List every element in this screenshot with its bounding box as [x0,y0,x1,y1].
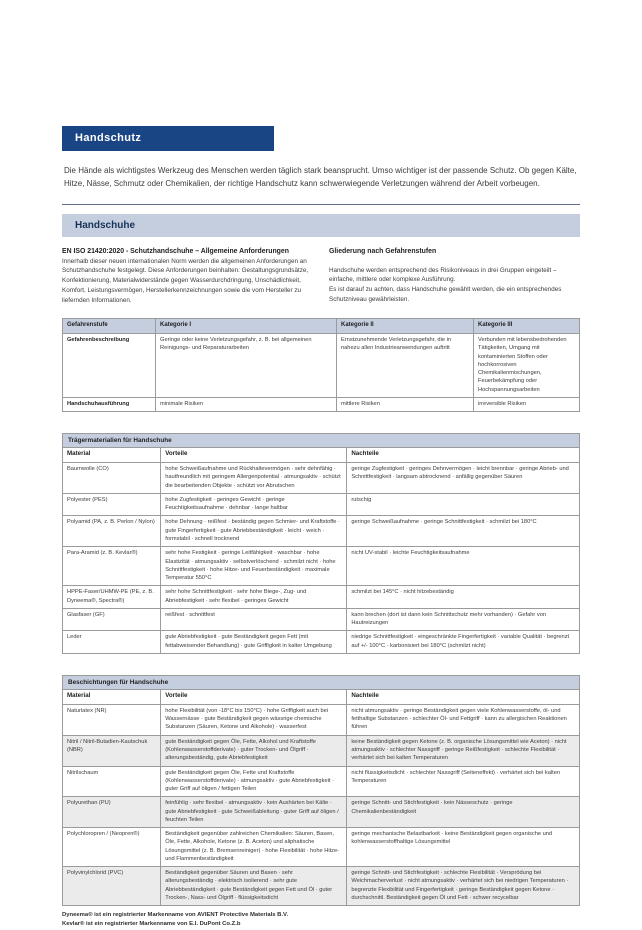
footnotes [62,911,580,929]
advantages-cell: hohe Schweißaufnahme und Rückhaltevermögen · sehr dehnfähig · hautfreundlich mit geringem Allergenpotential · atmungsaktiv · schützt die bearbeitenden Objekte · schützt vor Abrutschen [161,463,347,494]
row-label-cell: Handschuhausführung [63,397,156,411]
disadvantages-cell: niedrige Schnittfestigkeit · eingeschränkte Fingerfertigkeit · variable Qualität · begrenzt auf +/- 100°C · karbonisiert bei 180°C (schmilzt nicht) [347,631,580,654]
table-row [63,608,580,631]
coatings-table [62,689,580,906]
material-cell: Para-Aramid (z. B. Kevlar®) [63,547,161,586]
table-row [63,463,580,494]
column-header: Kategorie III [473,319,579,334]
table-cell: Ernstzunehmende Verletzungsgefahr, die in nahezu allen Industrieanwendungen auftritt [336,334,473,398]
table-row [63,547,580,586]
coatings-section [62,675,580,906]
section-divider [62,204,580,205]
advantages-cell: Beständigkeit gegenüber Säuren und Basen · sehr alterungsbeständig · elektrisch isolierend · sehr gute Abriebbeständigkeit · gute Beständigkeit gegen Fett und Öl · guter Trocken-, Nass- und Ölgriff · flüssigkeitsdicht [161,867,347,906]
advantages-cell: gute Beständigkeit gegen Öle, Fette, Alkohol und Kraftstoffe (Kohlenwasserstoffderivate) · guter Trocken- und Ölgriff · alterungsbeständig, gute Abriebfestigkeit [161,735,347,766]
footnote-kevlar: Kevlar® ist ein registrierter Markenname von E.I. DuPont Co.Z.b [62,921,241,928]
hazard-header-row [63,319,580,334]
column-header: Nachteile [347,448,580,463]
disadvantages-cell: schmilzt bei 145°C · nicht hitzebeständig [347,586,580,609]
material-cell: Baumwolle (CO) [63,463,161,494]
page-title: Handschutz [62,126,274,151]
table-row [63,493,580,516]
table-row [63,828,580,867]
table-cell: irreversible Risiken [473,397,579,411]
table-row [63,586,580,609]
section-heading-band: Handschuhe [62,214,580,237]
risk-levels-body-2: Es ist darauf zu achten, dass Handschuhe gewählt werden, die ein entsprechendes Schutzniveau gewährleisten. [329,286,562,303]
table-cell: Geringe oder keine Verletzungsgefahr, z. B. bei allgemeinen Reinigungs- und Reparaturarbeiten [156,334,337,398]
advantages-cell: hohe Zugfestigkeit · geringes Gewicht · geringe Feuchtigkeitsaufnahme · dehnbar · lange haltbar [161,493,347,516]
material-cell: Polyester (PES) [63,493,161,516]
table-row [63,797,580,828]
materials-table-title: Trägermaterialien für Handschuhe [62,433,580,447]
advantages-cell: sehr hohe Festigkeit · geringe Leitfähigkeit · waschbar · hohe Elastizität · atmungsaktiv · selbstverlöschend · schmilzt nicht · hohe Schnittfestigkeit · hohe Hitze- und Feuerbeständigkeit · maximale Temperatur 550°C [161,547,347,586]
disadvantages-cell: nicht atmungsaktiv · geringe Beständigkeit gegen viele Kohlenwasserstoffe, öl- und fetthaltige Substanzen · schlechter Öl- und Fettgriff · kann zu allergischen Reaktionen führen [347,704,580,735]
column-header: Nachteile [347,689,580,704]
risk-levels-body-1: Handschuhe werden entsprechend des Risikoniveaus in drei Gruppen eingeteilt – einfache, mittlere oder komplexe Ausführung. [329,266,557,284]
material-cell: Polyvinylchlorid (PVC) [63,867,161,906]
hazard-table [62,318,580,412]
advantages-cell: hohe Dehnung · reißfest · beständig gegen Schmier- und Kraftstoffe · gute Fingerfertigkeit · gute Abriebbeständigkeit · leicht · weich · formstabil · schnell trocknend [161,516,347,547]
material-cell: Leder [63,631,161,654]
column-header: Material [63,448,161,463]
material-cell: Naturlatex (NR) [63,704,161,735]
column-header: Vorteile [161,689,347,704]
advantages-cell: gute Abriebfestigkeit · gute Beständigkeit gegen Fett (mit fettabweisender Behandlung) · gute Griffigkeit in kalter Umgebung [161,631,347,654]
advantages-cell: sehr hohe Schnittfestigkeit · sehr hohe Biege-, Zug- und Abriebfestigkeit · sehr flexibel · geringes Gewicht [161,586,347,609]
table-cell: Verbunden mit lebensbedrohenden Tätigkeiten, Umgang mit kontaminierten Stoffen oder hochkorrosiven Chemikalienmischungen, Feuerbekämpfung oder Hochspannungsarbeiten [473,334,579,398]
table-row [63,867,580,906]
norm-column [62,248,313,306]
intro-paragraph: Die Hände als wichtigstes Werkzeug des Menschen werden täglich stark beansprucht. Umso wichtiger ist der passende Schutz. Ob gegen Kälte, Hitze, Nässe, Schmutz oder Chemikalien, der richtige Handschutz kann schwerwiegende Verletzungen während der Arbeit vorbeugen. [64,166,577,188]
materials-section [62,433,580,654]
material-cell: Nitril / Nitril-Butadien-Kautschuk (NBR) [63,735,161,766]
row-label-cell: Gefahrenbeschreibung [63,334,156,398]
advantages-cell: feinfühlig · sehr flexibel · atmungsaktiv · kein Aushärten bei Kälte · gute Abriebfestigkeit · gute Schweißableitung · guter Griff auf öligen / feuchten Teilen [161,797,347,828]
disadvantages-cell: geringe Schweißaufnahme · geringe Schnittfestigkeit · schmilzt bei 180°C [347,516,580,547]
material-cell: Glasfaser (GF) [63,608,161,631]
advantages-cell: Beständigkeit gegenüber zahlreichen Chemikalien: Säuren, Basen, Öle, Fette, Alkohole, Ketone (z. B. Aceton) und aliphatische Lösungsmittel (z. B. Bremsenreiniger) · hohe Flexibilität · hohe Hitze- und Flammenbeständigkeit [161,828,347,867]
advantages-cell: hohe Flexibilität (von -18°C bis 150°C) · hohe Griffigkeit auch bei Wassernässe · gute Beständigkeit gegen wässrige chemische Substanzen (Säuren, Ketone und Alkohole) · wasserfest [161,704,347,735]
table-cell: minimale Risiken [156,397,337,411]
column-header: Kategorie II [336,319,473,334]
coatings-header-row [63,689,580,704]
material-cell: Polychloropren / (Neopren®) [63,828,161,867]
material-cell: Polyurethan (PU) [63,797,161,828]
risk-levels-column [329,248,580,306]
column-header: Vorteile [161,448,347,463]
norm-heading: EN ISO 21420:2020 - Schutzhandschuhe – Allgemeine Anforderungen [62,247,289,255]
coatings-table-title: Beschichtungen für Handschuhe [62,675,580,689]
table-row [63,334,580,398]
table-row [63,735,580,766]
table-row [63,516,580,547]
disadvantages-cell: nicht flüssigkeitsdicht · schlechter Nassgriff (Seiteneffekt) · verhärtet sich bei kalten Temperaturen [347,766,580,797]
material-cell: Polyamid (PA, z. B. Perlon / Nylon) [63,516,161,547]
footnote-dyneema: Dyneema® ist ein registrierter Markenname von AVIENT Protective Materials B.V. [62,912,289,919]
disadvantages-cell: nicht UV-stabil · leichte Feuchtigkeitsaufnahme [347,547,580,586]
disadvantages-cell: rutschig [347,493,580,516]
materials-header-row [63,448,580,463]
column-header: Gefahrenstufe [63,319,156,334]
disadvantages-cell: keine Beständigkeit gegen Ketone (z. B. organische Lösungsmittel wie Aceton) · nicht atmungsaktiv · schlechter Nassgriff · geringe Reißfestigkeit · schlechte Flexibilität · verhärtet sich bei kalten Temperaturen [347,735,580,766]
disadvantages-cell: geringe Schnitt- und Stichfestigkeit · schlechte Flexibilität · Versprödung bei Weichmacherverlust · nicht atmungsaktiv · verhärtet sich bei niedrigen Temperaturen · begrenzte Flexibilität und Fingerfertigkeit · geringe Beständigkeit gegen Ketone · durchschnittl. Beständigkeit gegen Öl und Fett · schwer recycelbar [347,867,580,906]
column-header: Kategorie I [156,319,337,334]
column-header: Material [63,689,161,704]
disadvantages-cell: geringe Schnitt- und Stichfestigkeit · kein Nässeschutz · geringe Chemikalienbeständigkeit [347,797,580,828]
advantages-cell: gute Beständigkeit gegen Öle, Fette und Kraftstoffe (Kohlenwasserstoffderivate) · atmungsaktiv · gute Abriebfestigkeit · guter Griff auf öligen / fettigen Teilen [161,766,347,797]
table-row [63,766,580,797]
two-column-text [62,248,580,306]
norm-body: Innerhalb dieser neuen internationalen Norm werden die allgemeinen Anforderungen an Schutzhandschuhe festgelegt. Diese Anforderungen beinhalten: Gestaltungsgrundsätze, Konfektionierung, Materialwiderstände gegen Wasserdurchdringung, Unschädlichkeit, Komfort, Leistungsvermögen, Herstellerkennzeichnungen sowie die vom Hersteller zu liefernden Informationen. [62,257,309,304]
advantages-cell: reißfest · schnittfest [161,608,347,631]
disadvantages-cell: geringe Zugfestigkeit · geringes Dehnvermögen · leicht brennbar · geringe Abrieb- und Schnittfestigkeit · langsam abtrocknend · anfällig gegenüber Säuren [347,463,580,494]
disadvantages-cell: geringe mechanische Belastbarkeit · keine Beständigkeit gegen organische und kohlenwasserstoffhaltige Lösungsmittel [347,828,580,867]
table-row [63,631,580,654]
disadvantages-cell: kann brechen (dort ist dann kein Schnittschutz mehr vorhanden) · Gefahr von Hautreizungen [347,608,580,631]
material-cell: Nitrilschaum [63,766,161,797]
material-cell: HPPE-Faser/UHMW-PE (PE, z. B. Dyneema®, Spectra®) [63,586,161,609]
table-row [63,397,580,411]
materials-table [62,447,580,654]
risk-levels-heading: Gliederung nach Gefahrenstufen [329,247,437,255]
table-row [63,704,580,735]
table-cell: mittlere Risiken [336,397,473,411]
